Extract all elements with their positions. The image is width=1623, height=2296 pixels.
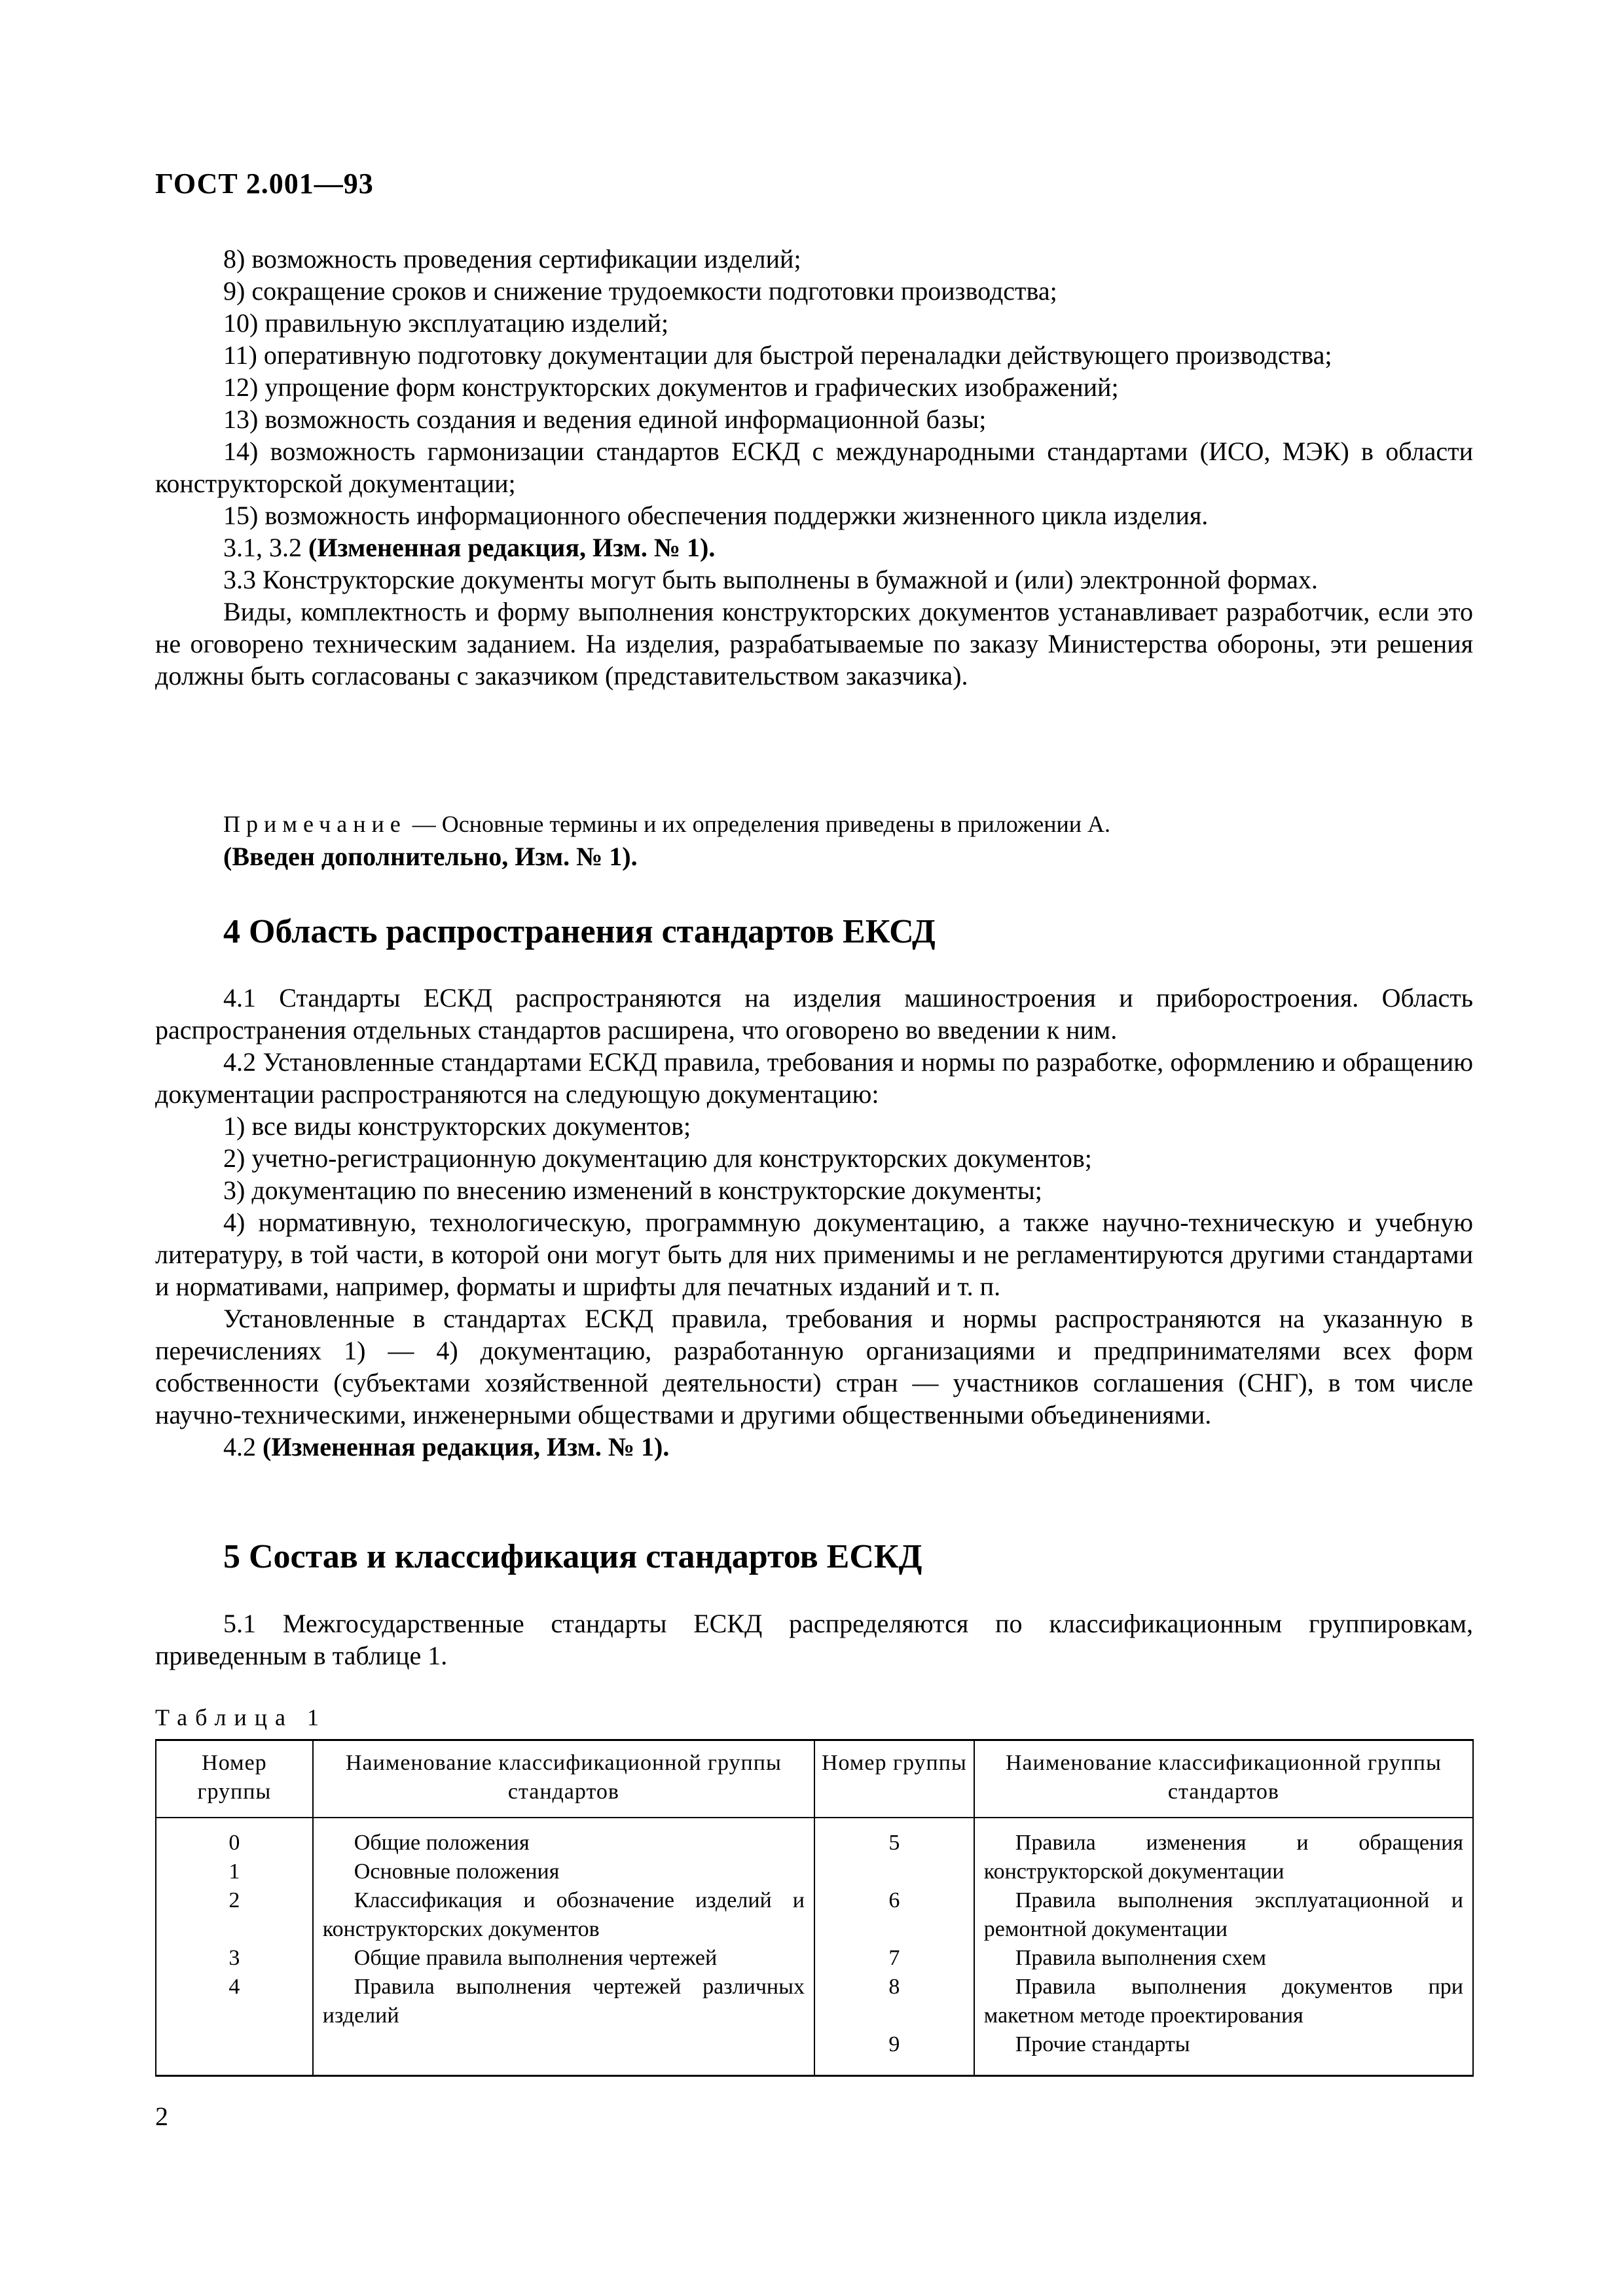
classification-table bbox=[155, 1739, 1474, 2077]
group-name: Правила изменения и обращения конструкторской документации bbox=[983, 1831, 1463, 1884]
group-number: 9 bbox=[888, 2032, 900, 2056]
list-item: 9) сокращение сроков и снижение трудоемкости подготовки производства; bbox=[223, 276, 1057, 306]
group-number: 3 bbox=[228, 1946, 240, 1970]
group-number: 0 bbox=[228, 1831, 240, 1855]
list-item: 12) упрощение форм конструкторских документов и графических изображений; bbox=[223, 372, 1119, 402]
table-header-row bbox=[156, 1740, 1473, 1818]
group-number: 5 bbox=[888, 1831, 900, 1855]
list-item: 15) возможность информационного обеспечения поддержки жизненного цикла изделия. bbox=[223, 501, 1209, 530]
group-number: 8 bbox=[888, 1975, 900, 1999]
group-name: Общие правила выполнения чертежей bbox=[354, 1946, 718, 1970]
amendment-bold: (Измененная редакция, Изм. № 1). bbox=[308, 533, 716, 562]
header-name-1: Наименование классификационной группы стандартов bbox=[313, 1740, 814, 1818]
right-names bbox=[974, 1818, 1473, 2076]
paragraph-4-2b: Установленные в стандартах ЕСКД правила, требования и нормы распространяются на указанную в перечислениях 1) — 4) документацию, разработанную организациями и предпринимателями всех форм собственности (субъектами хозяйственной деятельности) стран — участников соглашения (СНГ), в том числе научно-техническими, инженерными обществами и другими общественными объединениями. bbox=[155, 1304, 1473, 1429]
amendment-prefix: 3.1, 3.2 bbox=[223, 533, 302, 562]
paragraph-4-2: 4.2 Установленные стандартами ЕСКД правила, требования и нормы по разработке, оформлению и обращению документации распространяются на следующую документацию: bbox=[155, 1047, 1473, 1109]
right-numbers bbox=[814, 1818, 974, 2076]
paragraph-5-1: 5.1 Межгосударственные стандарты ЕСКД распределяются по классификационным группировкам, приведенным в таблице 1. bbox=[155, 1609, 1473, 1670]
header-number-1: Номер группы bbox=[156, 1740, 313, 1818]
note bbox=[223, 808, 1110, 872]
paragraph-4-1: 4.1 Стандарты ЕСКД распространяются на изделия машиностроения и приборостроения. Область распространения отдельных стандартов расширена, что оговорено во введении к ним. bbox=[155, 983, 1473, 1045]
amendment-bold: (Измененная редакция, Изм. № 1). bbox=[263, 1432, 670, 1462]
group-name: Правила выполнения схем bbox=[1015, 1946, 1267, 1970]
list-item: 10) правильную эксплуатацию изделий; bbox=[223, 308, 669, 338]
table-row bbox=[156, 1818, 1473, 2076]
list-item: 3) документацию по внесению изменений в конструкторские документы; bbox=[223, 1175, 1042, 1205]
section5-text bbox=[155, 1607, 1473, 1672]
group-number: 7 bbox=[888, 1946, 900, 1970]
group-number: 4 bbox=[228, 1975, 240, 1999]
group-number: 1 bbox=[228, 1859, 240, 1884]
list-item: 13) возможность создания и ведения единой информационной базы; bbox=[223, 404, 987, 434]
list-item: 2) учетно-регистрационную документацию для конструкторских документов; bbox=[223, 1143, 1092, 1173]
section4-title: 4 Область распространения стандартов ЕКСД bbox=[223, 913, 936, 950]
group-name: Правила выполнения чертежей различных изделий bbox=[322, 1975, 805, 2028]
amendment-prefix: 4.2 bbox=[223, 1432, 256, 1462]
left-names bbox=[313, 1818, 814, 2076]
paragraph-3-3b: Виды, комплектность и форму выполнения конструкторских документов устанавливает разработчик, если это не оговорено техническим заданием. На изделия, разрабатываемые по заказу Министерства обороны, эти решения должны быть согласованы с заказчиком (представительством заказчика). bbox=[155, 597, 1473, 691]
header-number-2: Номер группы bbox=[814, 1740, 974, 1818]
list-item: 14) возможность гармонизации стандартов ЕСКД с международными стандартами (ИСО, МЭК) в области конструкторской документации; bbox=[155, 437, 1473, 498]
group-number: 2 bbox=[228, 1888, 240, 1912]
group-name: Классификация и обозначение изделий и конструкторских документов bbox=[322, 1888, 805, 1941]
paragraph-3-3: 3.3 Конструкторские документы могут быть выполнены в бумажной и (или) электронной формах. bbox=[223, 565, 1318, 594]
group-name: Прочие стандарты bbox=[1015, 2032, 1190, 2056]
page-number: 2 bbox=[155, 2102, 168, 2131]
list-item: 8) возможность проведения сертификации изделий; bbox=[223, 244, 801, 274]
document-header: ГОСТ 2.001—93 bbox=[155, 168, 374, 200]
section4-text bbox=[155, 982, 1473, 1463]
list-item: 4) нормативную, технологическую, программную документацию, а также научно-техническую и учебную литературу, в той части, в которой они могут быть для них применимы и не регламентируются другими стандартами и нормативами, например, форматы и шрифты для печатных изданий и т. п. bbox=[155, 1208, 1473, 1301]
group-name: Общие положения bbox=[354, 1831, 530, 1855]
group-name: Правила выполнения документов при макетном методе проектирования bbox=[983, 1975, 1463, 2028]
group-name: Основные положения bbox=[354, 1859, 560, 1884]
added-note: (Введен дополнительно, Изм. № 1). bbox=[223, 842, 638, 871]
amendment-note bbox=[155, 1431, 1473, 1463]
note-text: — Основные термины и их определения приведены в приложении А. bbox=[412, 811, 1111, 837]
table-caption: Таблица 1 bbox=[155, 1704, 327, 1731]
section5-title: 5 Состав и классификация стандартов ЕСКД bbox=[223, 1538, 922, 1575]
note-label: Примечание bbox=[223, 811, 407, 837]
list-item: 1) все виды конструкторских документов; bbox=[223, 1111, 691, 1141]
header-name-2: Наименование классификационной группы стандартов bbox=[974, 1740, 1473, 1818]
section3-text bbox=[155, 243, 1473, 692]
amendment-note bbox=[155, 531, 1473, 564]
group-name: Правила выполнения эксплуатационной и ремонтной документации bbox=[983, 1888, 1463, 1941]
list-item: 11) оперативную подготовку документации для быстрой переналадки действующего производства; bbox=[223, 340, 1332, 370]
left-numbers bbox=[156, 1818, 313, 2076]
group-number: 6 bbox=[888, 1888, 900, 1912]
